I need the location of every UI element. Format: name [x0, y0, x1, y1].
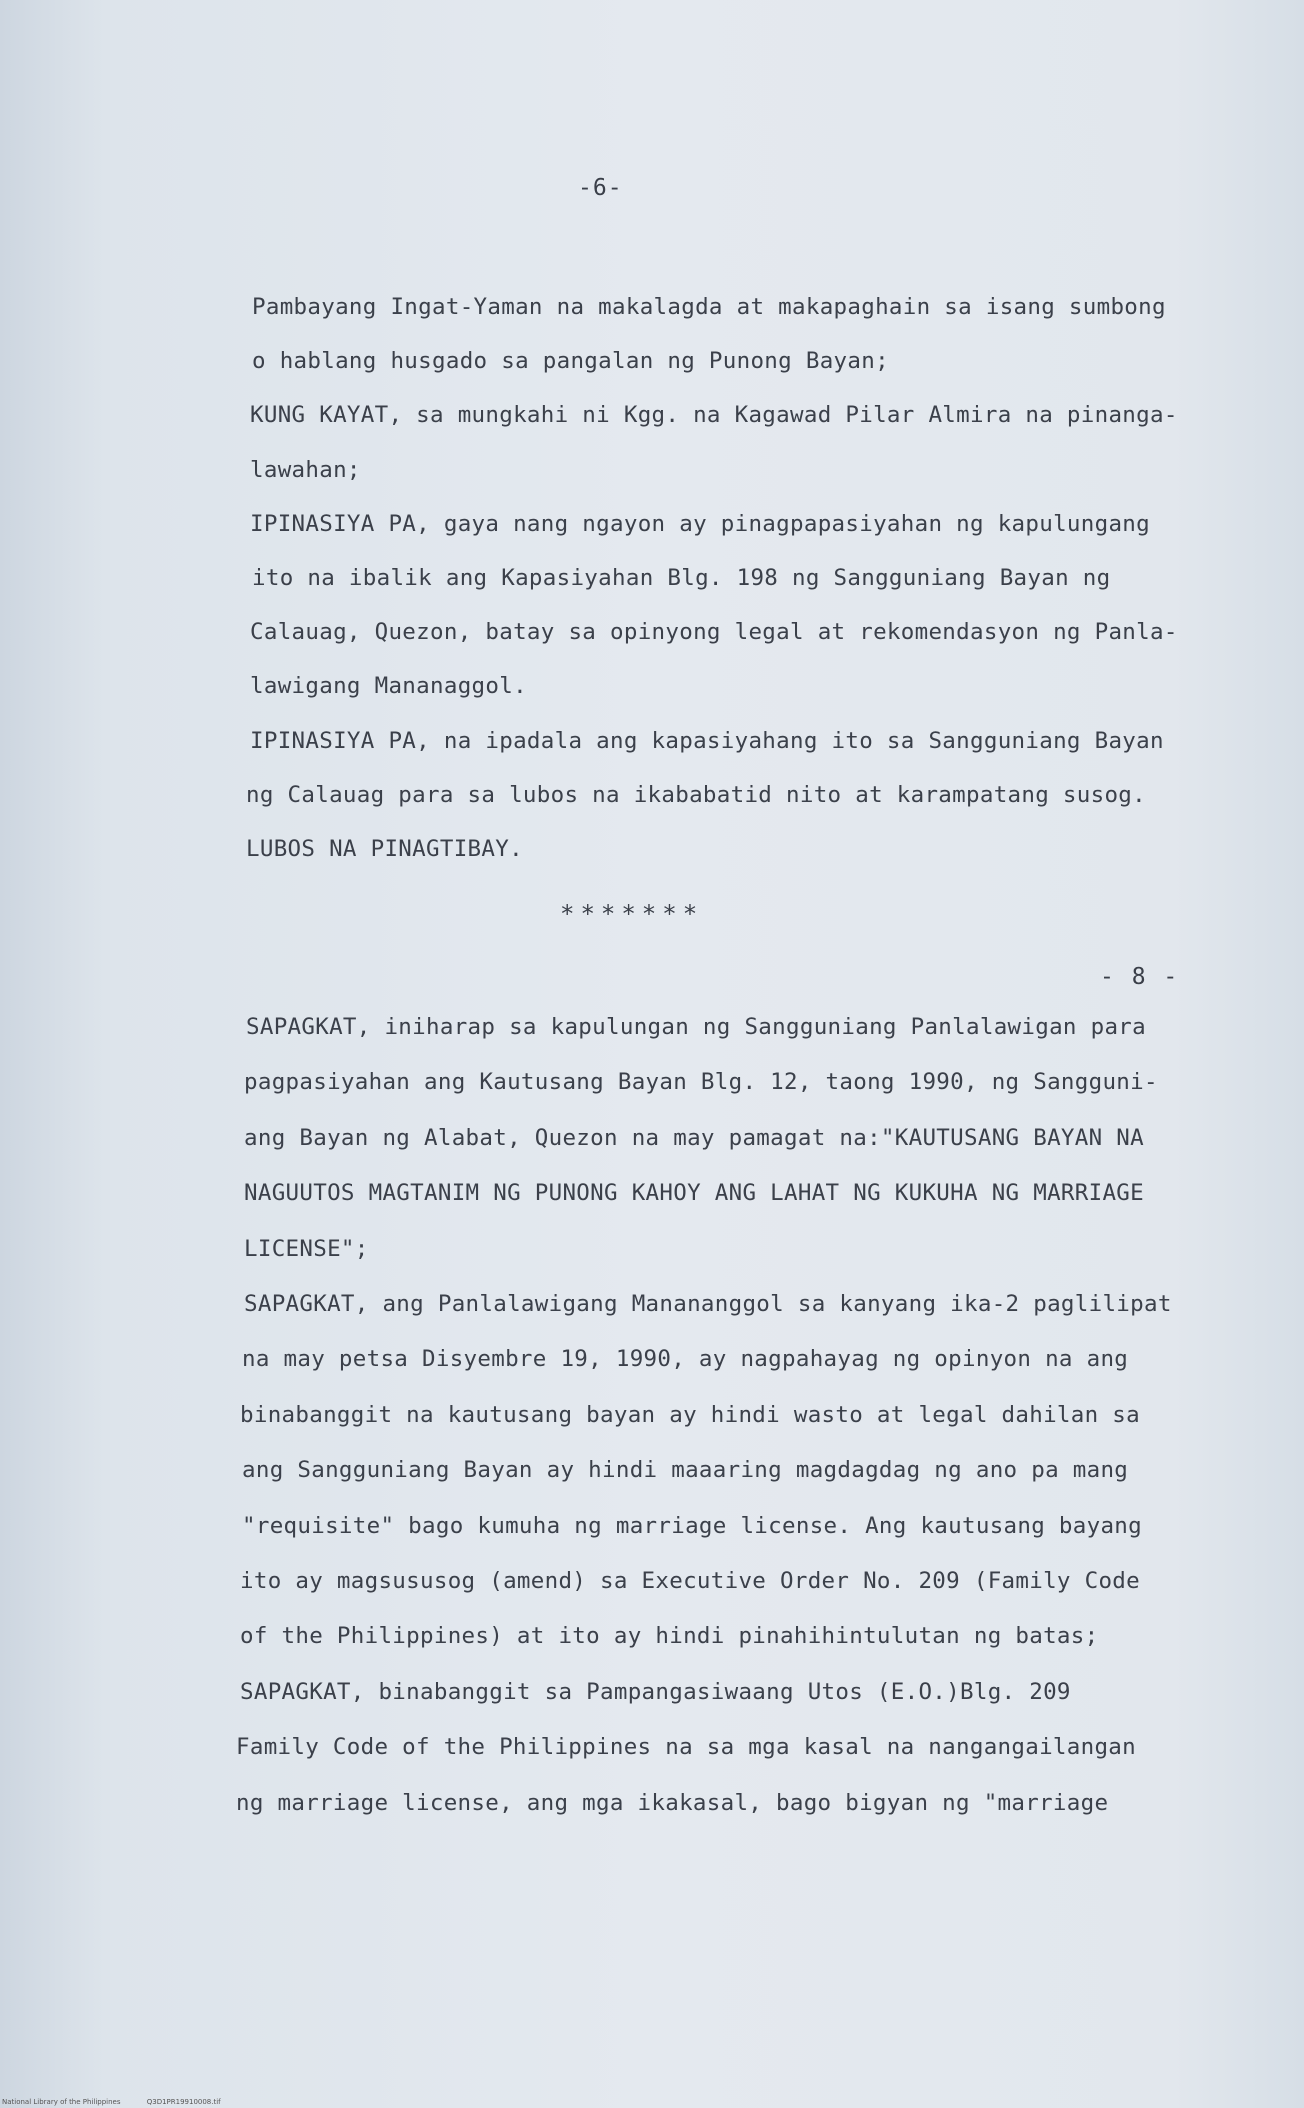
- text-line: LUBOS NA PINAGTIBAY.: [246, 836, 523, 862]
- text-line: ang Bayan ng Alabat, Quezon na may pamagat na:"KAUTUSANG BAYAN NA: [244, 1124, 1144, 1151]
- text-line: lawahan;: [250, 456, 361, 483]
- text-line: ang Sangguniang Bayan ay hindi maaaring magdagdag ng ano pa mang: [242, 1457, 1129, 1484]
- text-line: ng marriage license, ang mga ikakasal, bago bigyan ng "marriage: [236, 1789, 1109, 1816]
- text-line: Calauag, Quezon, batay sa opinyong legal at rekomendasyon ng Panla-: [250, 619, 1178, 646]
- scan-footer: [2, 2098, 245, 2106]
- footer-file: Q3D1PR19910008.tif: [146, 2098, 221, 2106]
- text-line: SAPAGKAT, ang Panlalawigang Manananggol sa kanyang ika-2 paglilipat: [244, 1291, 1172, 1317]
- text-line: IPINASIYA PA, gaya nang ngayon ay pinagpapasiyahan ng kapulungang: [250, 510, 1150, 537]
- text-line: ito ay magsususog (amend) sa Executive Order No. 209 (Family Code: [240, 1568, 1140, 1594]
- section-separator: *******: [560, 900, 704, 928]
- text-line: LICENSE";: [244, 1235, 369, 1262]
- section-number: - 8 -: [1100, 964, 1180, 990]
- page-number: -6-: [578, 175, 623, 201]
- footer-source: National Library of the Philippines: [2, 2098, 121, 2106]
- text-line: lawigang Mananaggol.: [250, 673, 527, 700]
- text-line: of the Philippines) at ito ay hindi pinahihintulutan ng batas;: [240, 1623, 1099, 1650]
- text-line: Pambayang Ingat-Yaman na makalagda at makapaghain sa isang sumbong: [252, 294, 1166, 320]
- text-line: SAPAGKAT, iniharap sa kapulungan ng Sangguniang Panlalawigan para: [246, 1014, 1146, 1040]
- text-line: KUNG KAYAT, sa mungkahi ni Kgg. na Kagawad Pilar Almira na pinanga-: [250, 402, 1178, 429]
- text-line: ito na ibalik ang Kapasiyahan Blg. 198 ng Sangguniang Bayan ng: [252, 565, 1111, 591]
- text-line: na may petsa Disyembre 19, 1990, ay nagpahayag ng opinyon na ang: [242, 1346, 1129, 1373]
- text-line: IPINASIYA PA, na ipadala ang kapasiyahang ito sa Sangguniang Bayan: [250, 727, 1164, 754]
- text-line: Family Code of the Philippines na sa mga kasal na nangangailangan: [236, 1734, 1136, 1761]
- text-line: o hablang husgado sa pangalan ng Punong Bayan;: [252, 348, 889, 375]
- text-line: "requisite" bago kumuha ng marriage license. Ang kautusang bayang: [242, 1512, 1142, 1539]
- text-line: NAGUUTOS MAGTANIM NG PUNONG KAHOY ANG LAHAT NG KUKUHA NG MARRIAGE: [244, 1180, 1144, 1207]
- text-line: binabanggit na kautusang bayan ay hindi wasto at legal dahilan sa: [240, 1401, 1140, 1428]
- text-line: pagpasiyahan ang Kautusang Bayan Blg. 12, taong 1990, ng Sanggunі-: [244, 1069, 1158, 1096]
- text-line: ng Calauag para sa lubos na ikababatid nito at karampatang susog.: [246, 781, 1146, 808]
- text-line: SAPAGKAT, binabanggit sa Pampangasiwaang Utos (E.O.)Blg. 209: [240, 1678, 1071, 1705]
